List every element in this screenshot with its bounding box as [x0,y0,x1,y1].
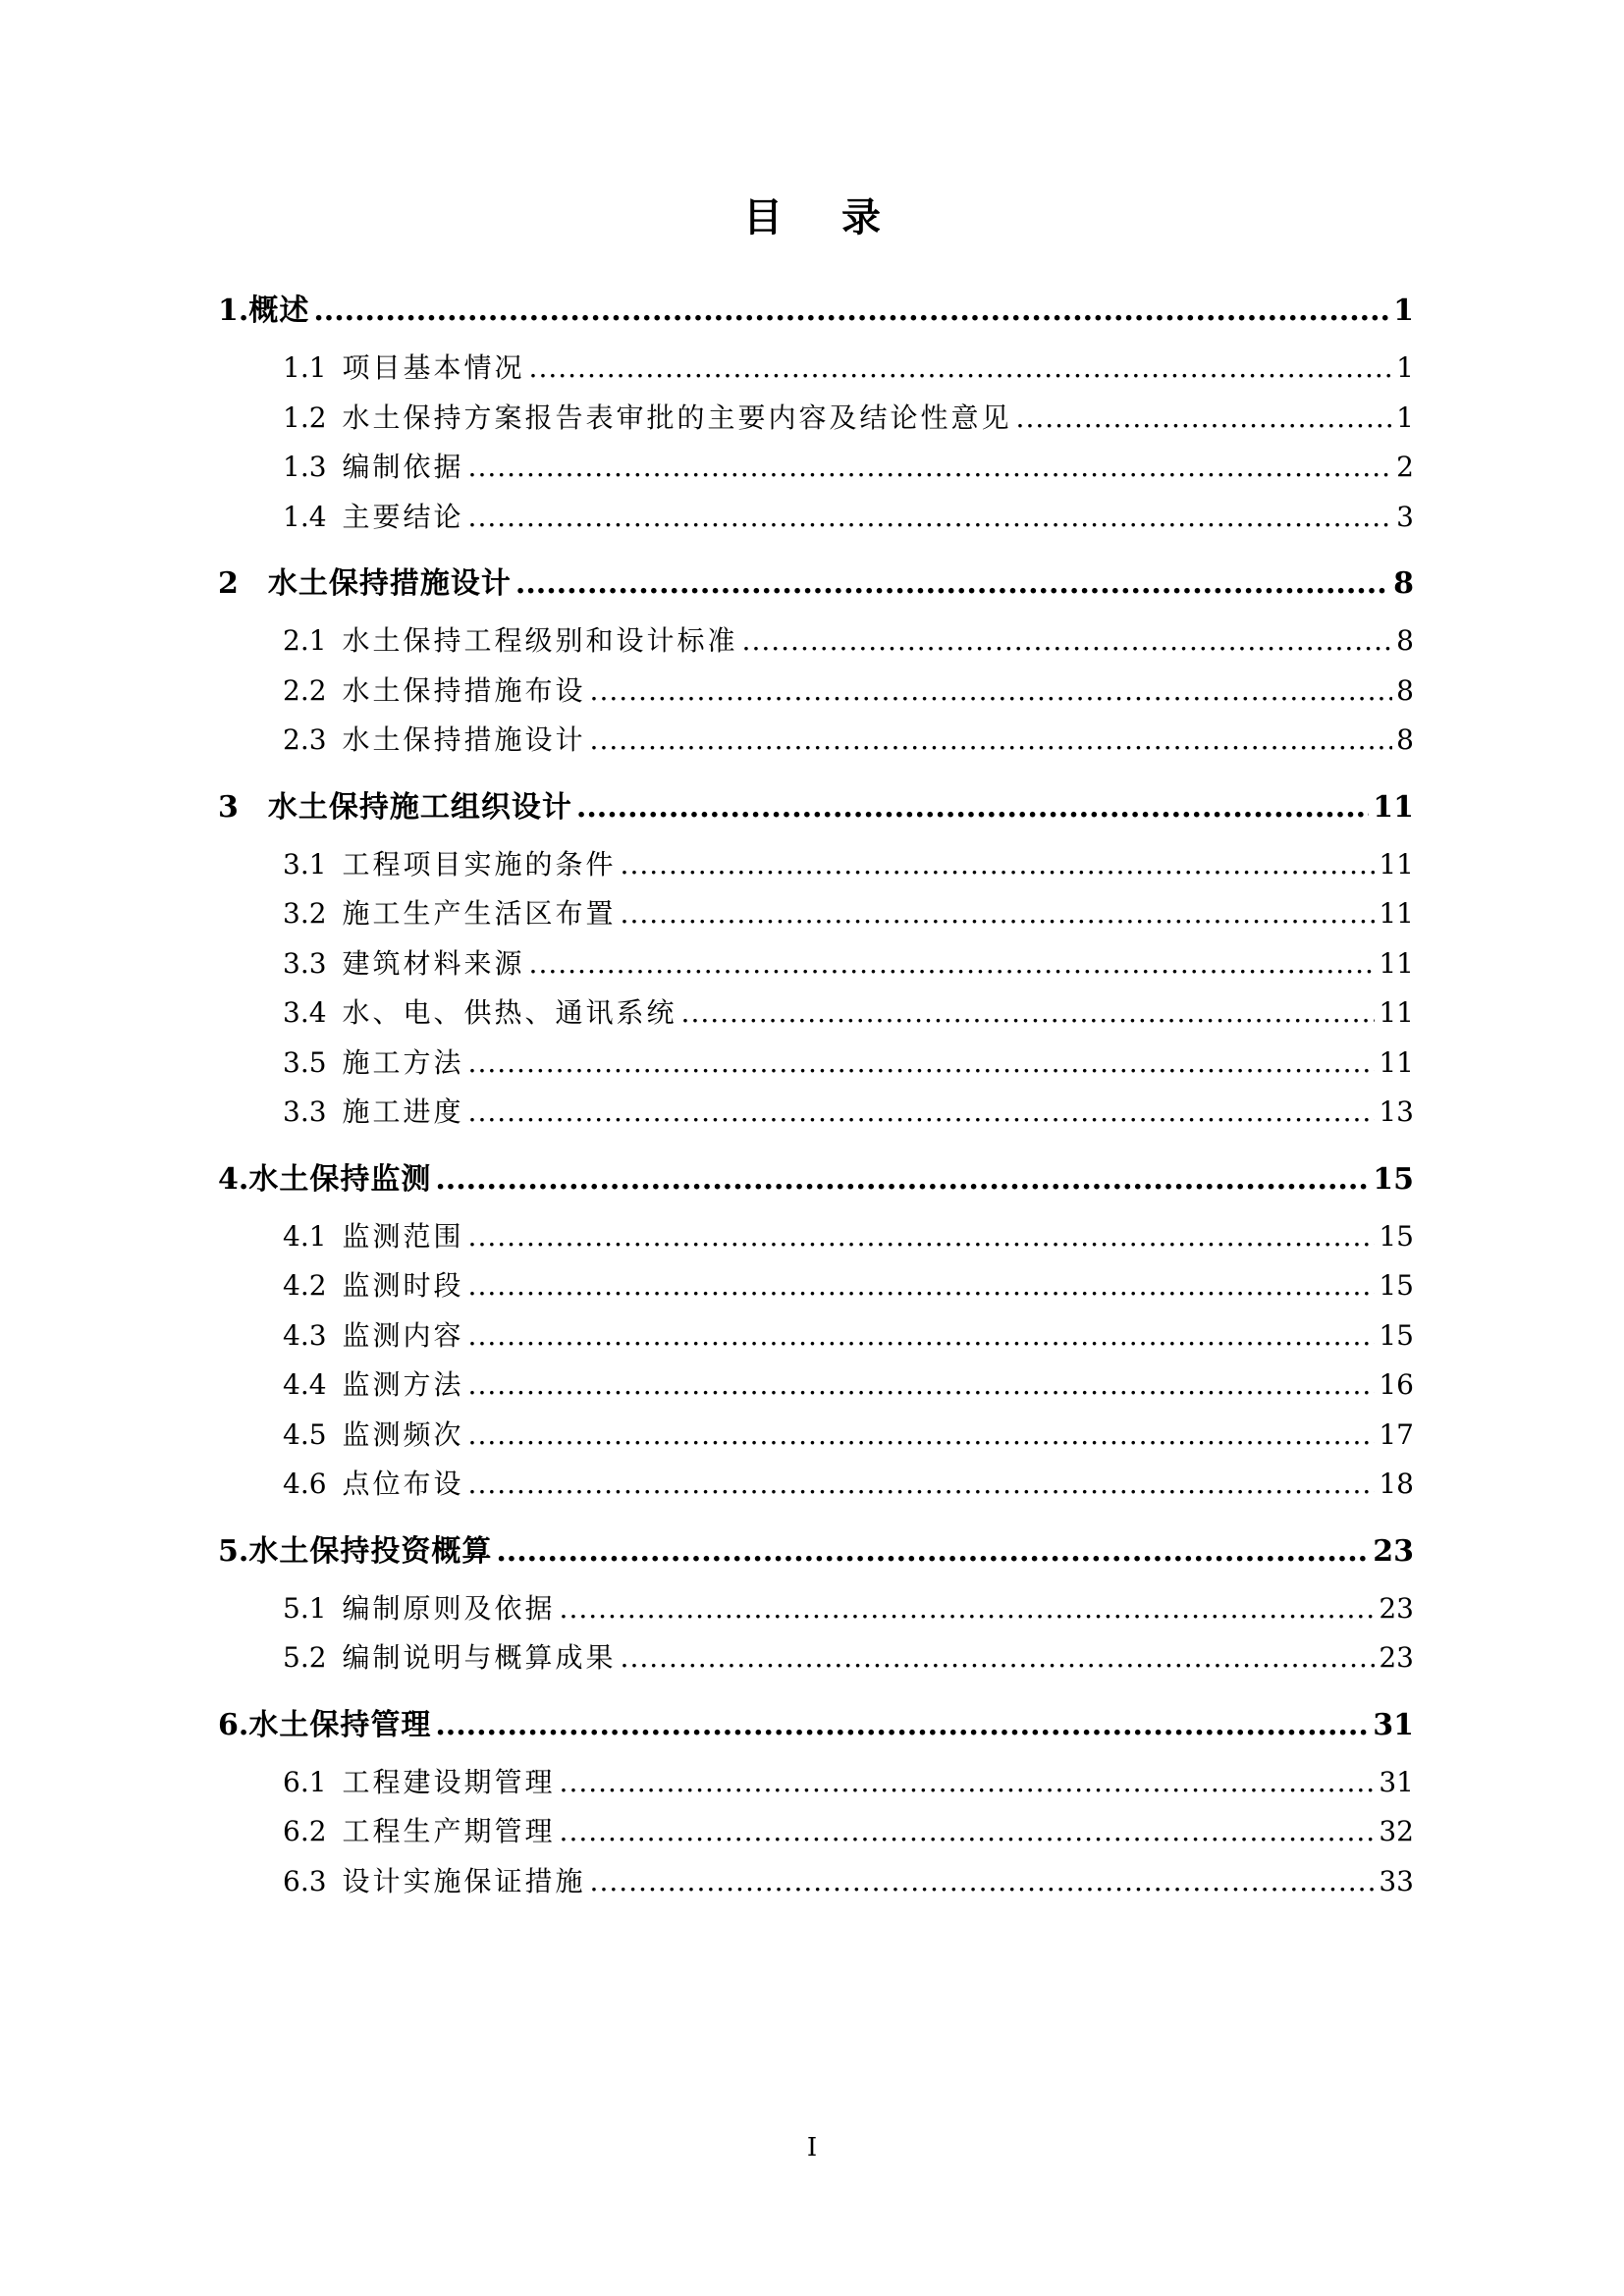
dot-leader [560,1584,1376,1634]
dot-leader [515,560,1389,609]
dot-leader [590,716,1393,766]
subsection-number: 6.1 [283,1765,327,1798]
toc-subsection-entry[interactable] [218,939,1414,989]
dot-leader [435,1155,1369,1204]
subsection-number: 1.4 [283,500,327,533]
subsection-title: 监测频次 [342,1417,464,1451]
dot-leader [468,1361,1376,1411]
toc-subsection-entry[interactable] [218,988,1414,1039]
section-title: 水土保持管理 [248,1707,432,1742]
subsection-number: 1.1 [283,351,327,384]
section-title: 水土保持施工组织设计 [267,789,572,825]
toc-section-heading[interactable] [218,1701,1414,1750]
subsection-title: 水、电、供热、通讯系统 [342,996,677,1029]
subsection-number: 6.3 [283,1864,327,1897]
toc-subsection-entry[interactable] [218,1361,1414,1411]
subsection-page-number: 15 [1379,1318,1414,1352]
toc-subsection-entry[interactable] [218,394,1414,444]
toc-subsection-entry[interactable] [218,1460,1414,1510]
subsection-number: 5.1 [283,1591,327,1625]
subsection-title: 工程项目实施的条件 [342,847,617,881]
section-number: 5. [218,1533,249,1569]
dot-leader [468,1411,1376,1461]
subsection-page-number: 11 [1379,996,1414,1029]
subsection-number: 2.2 [283,673,327,707]
dot-leader [468,1261,1376,1311]
section-page-number: 15 [1373,1161,1414,1197]
subsection-title: 监测方法 [342,1368,464,1401]
subsection-number: 2.3 [283,723,327,756]
section-page-number: 23 [1373,1533,1414,1569]
subsection-page-number: 11 [1379,897,1414,930]
dot-leader [560,1807,1376,1857]
dot-leader [621,1633,1376,1683]
toc-subsection-entry[interactable] [218,1039,1414,1089]
subsection-number: 3.1 [283,847,327,881]
subsection-page-number: 23 [1379,1641,1414,1674]
toc-subsection-entry[interactable] [218,616,1414,667]
subsection-page-number: 1 [1396,400,1414,434]
section-number: 6. [218,1707,249,1742]
toc-subsection-entry[interactable] [218,667,1414,717]
subsection-page-number: 2 [1396,451,1414,483]
subsection-page-number: 13 [1379,1095,1414,1128]
subsection-title: 项目基本情况 [342,351,525,384]
dot-leader [576,783,1369,832]
subsection-page-number: 15 [1379,1219,1414,1253]
toc-subsection-entry[interactable] [218,443,1414,493]
subsection-title: 水土保持工程级别和设计标准 [342,624,738,657]
toc-section-heading[interactable] [218,287,1414,336]
subsection-title: 主要结论 [342,500,464,533]
subsection-number: 5.2 [283,1641,327,1674]
subsection-title: 水土保持措施设计 [342,723,586,756]
subsection-page-number: 23 [1379,1591,1414,1625]
section-number: 3 [218,789,239,825]
subsection-number: 3.3 [283,1095,327,1128]
subsection-number: 3.3 [283,946,327,980]
toc-subsection-entry[interactable] [218,840,1414,890]
toc-section-heading[interactable] [218,560,1414,609]
dot-leader [468,493,1393,543]
dot-leader [468,1212,1376,1262]
toc-subsection-entry[interactable] [218,1212,1414,1262]
subsection-page-number: 8 [1396,723,1414,756]
subsection-number: 4.3 [283,1318,327,1352]
toc-subsection-entry[interactable] [218,1807,1414,1857]
subsection-title: 设计实施保证措施 [342,1864,586,1897]
dot-leader [435,1701,1369,1750]
subsection-number: 3.5 [283,1045,327,1079]
toc-section-heading[interactable] [218,783,1414,832]
dot-leader [560,1758,1376,1808]
toc-subsection-entry[interactable] [218,493,1414,543]
subsection-title: 施工进度 [342,1095,464,1128]
table-of-contents [218,287,1414,1906]
dot-leader [468,1311,1376,1362]
subsection-page-number: 17 [1379,1417,1414,1451]
section-number: 2 [218,566,239,601]
subsection-page-number: 11 [1379,847,1414,881]
subsection-number: 6.2 [283,1815,327,1847]
subsection-number: 4.5 [283,1417,327,1451]
subsection-number: 4.2 [283,1269,327,1302]
toc-subsection-entry[interactable] [218,1311,1414,1362]
subsection-title: 编制说明与概算成果 [342,1641,617,1674]
page-number: I [806,2133,818,2163]
subsection-number: 3.2 [283,897,327,930]
dot-leader [742,616,1393,667]
subsection-page-number: 31 [1379,1765,1414,1798]
subsection-title: 工程生产期管理 [342,1815,556,1847]
dot-leader [468,443,1393,493]
subsection-page-number: 15 [1379,1269,1414,1302]
section-number: 4. [218,1161,249,1197]
toc-subsection-entry[interactable] [218,1633,1414,1683]
toc-subsection-entry[interactable] [218,344,1414,394]
subsection-page-number: 8 [1396,673,1414,707]
subsection-title: 水土保持措施布设 [342,673,586,707]
section-title: 概述 [248,294,310,328]
subsection-page-number: 1 [1396,351,1414,384]
subsection-title: 监测范围 [342,1219,464,1253]
toc-subsection-entry[interactable] [218,1584,1414,1634]
section-number: 1. [218,294,249,328]
toc-section-heading[interactable] [218,1155,1414,1204]
dot-leader [529,939,1376,989]
dot-leader [1016,394,1393,444]
subsection-number: 4.4 [283,1368,327,1401]
dot-leader [529,344,1393,394]
dot-leader [313,287,1389,336]
dot-leader [621,889,1376,939]
subsection-number: 2.1 [283,624,327,657]
subsection-number: 3.4 [283,996,327,1029]
toc-subsection-entry[interactable] [218,1088,1414,1138]
subsection-title: 监测内容 [342,1318,464,1352]
toc-subsection-entry[interactable] [218,1857,1414,1907]
subsection-number: 1.2 [283,400,327,434]
subsection-page-number: 32 [1379,1815,1414,1847]
toc-subsection-entry[interactable] [218,1411,1414,1461]
subsection-page-number: 11 [1379,946,1414,980]
dot-leader [468,1088,1376,1138]
toc-subsection-entry[interactable] [218,1758,1414,1808]
dot-leader [590,667,1393,717]
subsection-title: 编制依据 [342,451,464,483]
toc-subsection-entry[interactable] [218,1261,1414,1311]
subsection-page-number: 33 [1379,1864,1414,1897]
dot-leader [621,840,1376,890]
dot-leader [590,1857,1376,1907]
subsection-page-number: 3 [1396,500,1414,533]
section-page-number: 8 [1393,566,1414,601]
subsection-title: 工程建设期管理 [342,1765,556,1798]
subsection-page-number: 11 [1379,1045,1414,1079]
dot-leader [468,1460,1376,1510]
page-title: 目录 [743,194,940,240]
subsection-number: 4.6 [283,1468,327,1500]
subsection-number: 4.1 [283,1219,327,1253]
toc-section-heading[interactable] [218,1527,1414,1576]
section-title: 水土保持监测 [248,1161,432,1197]
dot-leader [496,1527,1369,1576]
subsection-title: 水土保持方案报告表审批的主要内容及结论性意见 [342,400,1012,434]
section-page-number: 11 [1373,789,1414,825]
section-page-number: 1 [1393,294,1414,328]
subsection-title: 监测时段 [342,1269,464,1302]
subsection-page-number: 8 [1396,624,1414,657]
subsection-number: 1.3 [283,451,327,483]
subsection-title: 施工生产生活区布置 [342,897,617,930]
section-title: 水土保持措施设计 [267,566,512,601]
section-title: 水土保持投资概算 [248,1533,493,1569]
subsection-page-number: 18 [1379,1468,1414,1500]
subsection-page-number: 16 [1379,1368,1414,1401]
toc-subsection-entry[interactable] [218,716,1414,766]
section-page-number: 31 [1373,1707,1414,1742]
subsection-title: 点位布设 [342,1468,464,1500]
subsection-title: 施工方法 [342,1045,464,1079]
subsection-title: 编制原则及依据 [342,1591,556,1625]
dot-leader [681,988,1376,1039]
dot-leader [468,1039,1376,1089]
toc-subsection-entry[interactable] [218,889,1414,939]
subsection-title: 建筑材料来源 [342,946,525,980]
